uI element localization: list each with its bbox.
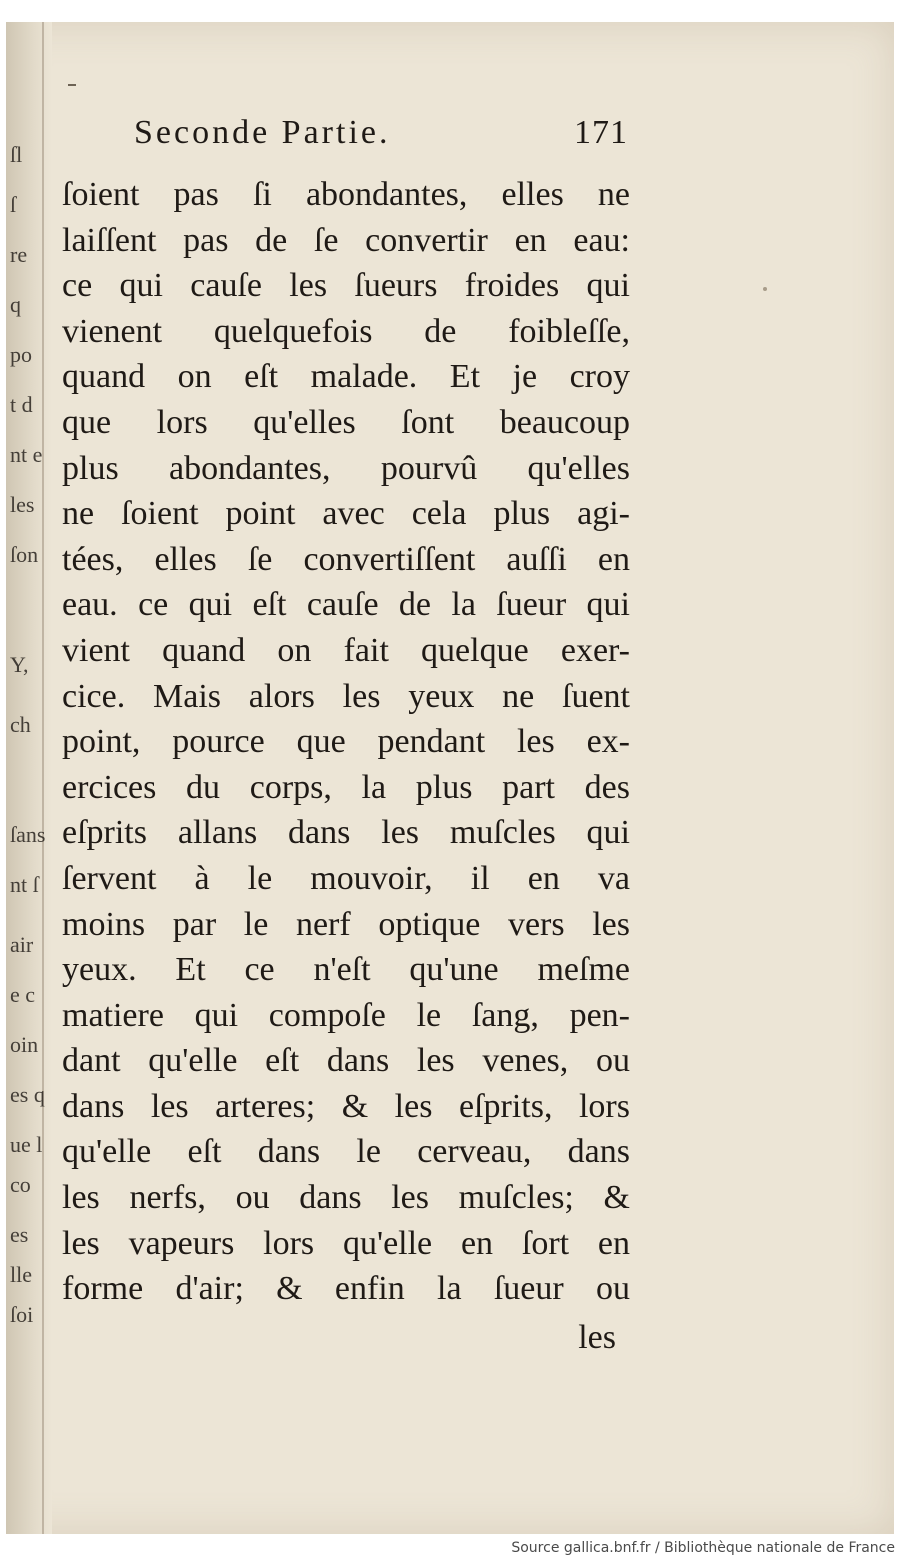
text-line: yeux. Et ce n'eſt qu'une meſme (62, 951, 630, 989)
text-line: ce qui cauſe les ſueurs froides qui (62, 267, 630, 305)
bleed-fragment: les (10, 492, 35, 517)
text-line: cice. Mais alors les yeux ne ſuent (62, 677, 630, 715)
text-line: que lors qu'elles ſont beaucoup (62, 403, 630, 441)
bleed-fragment: nt e (10, 442, 43, 467)
bleed-fragment: nt ſ (10, 872, 39, 897)
text-line: les vapeurs lors qu'elle en ſort en (62, 1224, 630, 1262)
catchword: les (578, 1319, 616, 1356)
bleed-fragment: oin (10, 1032, 39, 1057)
text-line: laiſſent pas de ſe convertir en eau: (62, 221, 630, 259)
text-line: tées, elles ſe convertiſſent auſſi en (62, 540, 630, 578)
page-number: 171 (574, 114, 628, 151)
text-line: les nerfs, ou dans les muſcles; & (62, 1179, 630, 1217)
text-line: plus abondantes, pourvû qu'elles (62, 449, 630, 487)
bleed-fragment: t d (10, 392, 33, 417)
text-line: forme d'air; & enfin la ſueur ou (62, 1270, 630, 1308)
bleed-fragment: Y, (10, 652, 29, 677)
book-page (6, 22, 894, 1534)
text-line: point, pource que pendant les ex- (62, 723, 630, 761)
bleed-fragment: re (10, 242, 28, 267)
bleed-fragment: es q (10, 1082, 45, 1107)
running-head-title: Seconde Partie. (134, 114, 391, 151)
bleed-fragment: ſon (10, 542, 39, 567)
ink-mark (68, 84, 76, 86)
gutter-shadow (42, 22, 44, 1534)
bleed-fragment: ch (10, 712, 31, 737)
text-line: vient quand on fait quelque exer- (62, 631, 630, 669)
text-line: ercices du corps, la plus part des (62, 768, 630, 806)
bleed-fragment: co (10, 1172, 31, 1197)
text-line: quand on eſt malade. Et je croy (62, 358, 630, 396)
text-line: eſprits allans dans les muſcles qui (62, 814, 630, 852)
bleed-fragment: ſans (10, 822, 46, 847)
text-line: dant qu'elle eſt dans les venes, ou (62, 1042, 630, 1080)
paper-speck (763, 287, 767, 291)
bleed-fragment: q (10, 292, 21, 317)
bleed-fragment: e c (10, 982, 36, 1007)
bleed-fragment: air (10, 932, 34, 957)
bleed-fragment: es (10, 1222, 29, 1247)
source-credit: Source gallica.bnf.fr / Bibliothèque nationale de France (511, 1540, 895, 1556)
text-line: ſervent à le mouvoir, il en va (62, 859, 630, 897)
running-head (134, 114, 628, 152)
bleed-fragment: ue l (10, 1132, 43, 1157)
body-text (62, 172, 630, 1312)
bleed-fragment: po (10, 342, 32, 367)
bleed-fragment: ſ (10, 192, 17, 217)
bleed-fragment: ſl (10, 142, 23, 167)
text-line: eau. ce qui eſt cauſe de la ſueur qui (62, 586, 630, 624)
bleed-fragment: ſoi (10, 1302, 34, 1327)
text-line: ſoient pas ſi abondantes, elles ne (62, 176, 630, 213)
text-line: dans les arteres; & les eſprits, lors (62, 1087, 630, 1125)
text-line: matiere qui compoſe le ſang, pen- (62, 996, 630, 1034)
bleed-fragment: lle (10, 1262, 32, 1287)
text-line: vienent quelquefois de foibleſſe, (62, 312, 630, 350)
text-line: ne ſoient point avec cela plus agi- (62, 495, 630, 533)
text-line: moins par le nerf optique vers les (62, 905, 630, 943)
text-line: qu'elle eſt dans le cerveau, dans (62, 1133, 630, 1171)
